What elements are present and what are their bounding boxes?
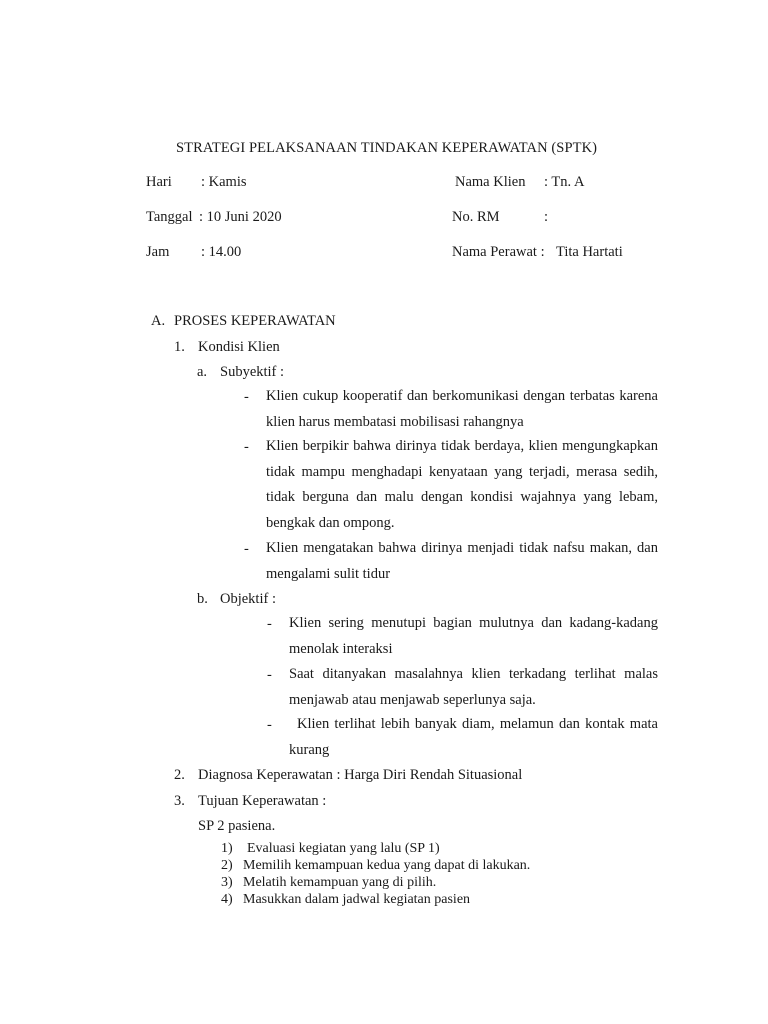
step-text: Evaluasi kegiatan yang lalu (SP 1): [247, 841, 440, 856]
step-marker: 3): [221, 875, 233, 890]
item3-label: Tujuan Keperawatan :: [198, 793, 327, 809]
hari-label: Hari: [146, 174, 172, 190]
bullet-glyph: -: [244, 541, 249, 557]
objective-bullet-2: Saat ditanyakan masalahnya klien terkadang terlihat malas menjawab atau menjawab seperlunya saja.: [289, 666, 658, 708]
nama-klien-label: Nama Klien: [455, 174, 526, 190]
subjective-bullet-2: Klien berpikir bahwa dirinya tidak berdaya, klien mengungkapkan tidak mampu menghadapi kenyataan yang terjadi, merasa sedih, tidak berguna dan malu dengan kondisi wajahnya yang lebam, bengkak dan ompong.: [266, 438, 658, 531]
nama-klien-value: : Tn. A: [544, 174, 585, 190]
sub-a-label: Subyektif :: [220, 364, 285, 380]
hari-value: : Kamis: [201, 174, 247, 190]
objective-bullet-1: Klien sering menutupi bagian mulutnya dan kadang-kadang menolak interaksi: [289, 615, 658, 657]
bullet-glyph: -: [244, 389, 249, 405]
section-a-heading: PROSES KEPERAWATAN: [174, 313, 336, 329]
section-a-marker: A.: [151, 313, 166, 329]
objective-bullet-3: Klien terlihat lebih banyak diam, melamun dan kontak mata kurang: [289, 716, 658, 758]
jam-value: : 14.00: [201, 244, 242, 260]
item2-label: Diagnosa Keperawatan : Harga Diri Rendah Situasional: [198, 767, 523, 783]
bullet-glyph: -: [267, 717, 272, 733]
tanggal-label: Tanggal: [146, 209, 193, 225]
bullet-glyph: -: [267, 616, 272, 632]
step-marker: 4): [221, 892, 233, 907]
sp-label: SP 2 pasiena.: [198, 818, 276, 834]
step-marker: 1): [221, 841, 233, 856]
step-text: Melatih kemampuan yang di pilih.: [243, 875, 437, 890]
jam-label: Jam: [146, 244, 170, 260]
bullet-glyph: -: [244, 439, 249, 455]
sub-a-marker: a.: [197, 364, 208, 380]
tanggal-value: : 10 Juni 2020: [199, 209, 282, 225]
sub-b-marker: b.: [197, 591, 208, 607]
document-title: STRATEGI PELAKSANAAN TINDAKAN KEPERAWATAN (SPTK): [176, 140, 598, 156]
nama-perawat-label: Nama Perawat :: [452, 244, 545, 260]
no-rm-label: No. RM: [452, 209, 500, 225]
subjective-bullet-3: Klien mengatakan bahwa dirinya menjadi tidak nafsu makan, dan mengalami sulit tidur: [266, 540, 658, 582]
step-text: Masukkan dalam jadwal kegiatan pasien: [243, 892, 471, 907]
step-text: Memilih kemampuan kedua yang dapat di lakukan.: [243, 858, 531, 873]
item1-label: Kondisi Klien: [198, 339, 280, 355]
sub-b-label: Objektif :: [220, 591, 276, 607]
item1-marker: 1.: [174, 339, 185, 355]
item2-marker: 2.: [174, 767, 185, 783]
nama-perawat-value: Tita Hartati: [556, 244, 623, 260]
no-rm-value: :: [544, 209, 549, 225]
step-marker: 2): [221, 858, 233, 873]
subjective-bullet-1: Klien cukup kooperatif dan berkomunikasi dengan terbatas karena klien harus membatasi mobilisasi rahangnya: [266, 388, 658, 430]
bullet-glyph: -: [267, 667, 272, 683]
item3-marker: 3.: [174, 793, 185, 809]
